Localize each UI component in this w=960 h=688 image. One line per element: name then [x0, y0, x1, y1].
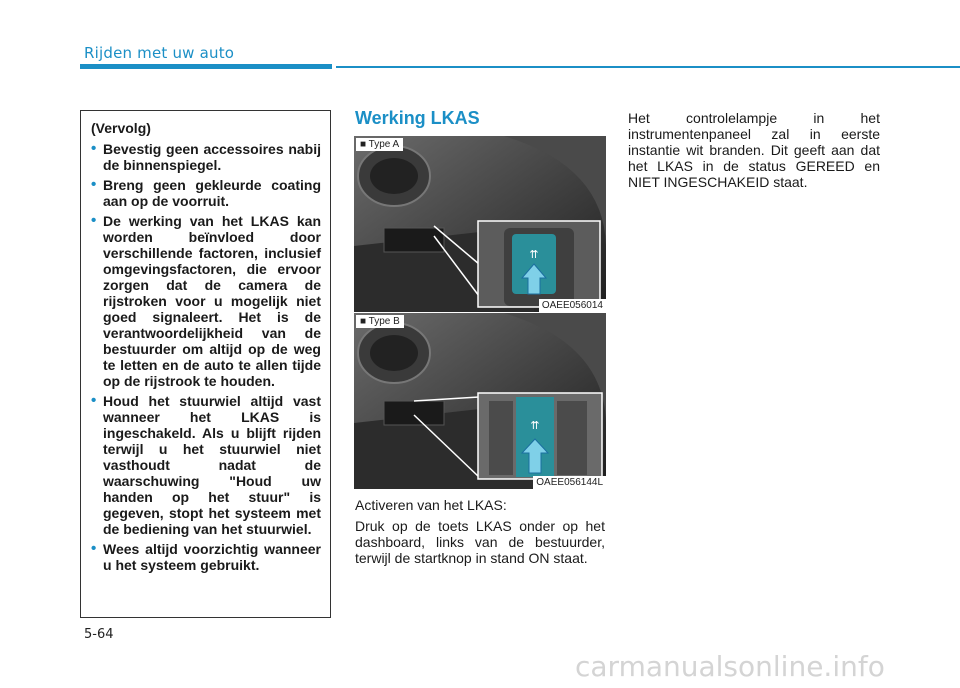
figure-label: ■ Type B — [356, 315, 404, 328]
caution-bullet: • Breng geen gekleurde coating aan op de voorruit. — [91, 176, 321, 209]
dashboard-illustration — [354, 136, 606, 312]
header-bar — [80, 64, 332, 69]
bullet-dot-icon: • — [91, 140, 97, 157]
continued-label: (Vervolg) — [91, 120, 151, 136]
caution-bullet: • De werking van het LKAS kan worden beïnvloed door verschillende factoren, inclusief omgevingsfactoren, die ervoor zorgen dat de camera de rijstroken voor u mogelijk niet goed signaleert. Het is de verantwoordelijkheid van de bestuurder om altijd op de weg te letten en de auto te allen tijde op de rijstrook te houden. — [91, 212, 321, 389]
bullet-dot-icon: • — [91, 176, 97, 193]
figure-label: ■ Type A — [356, 138, 403, 151]
activate-heading: Activeren van het LKAS: — [355, 497, 507, 513]
svg-text:⇈: ⇈ — [530, 419, 540, 432]
caution-bullet: • Bevestig geen accessoires nabij de binnenspiegel. — [91, 140, 321, 173]
caution-bullet: • Wees altijd voorzichtig wanneer u het systeem gebruikt. — [91, 540, 321, 573]
bullet-dot-icon: • — [91, 392, 97, 409]
bullet-dot-icon: • — [91, 540, 97, 557]
svg-text:⇈: ⇈ — [529, 248, 539, 261]
bullet-dot-icon: • — [91, 212, 97, 229]
header-rule — [336, 66, 960, 68]
figure-type-b — [354, 313, 606, 489]
indicator-text: Het controlelampje in het instrumentenpaneel zal in eerste instantie wit branden. Dit geeft aan dat het LKAS in de status GEREED en NIET INGESCHAKEID staat. — [628, 110, 880, 190]
figure-code: OAEE056144L — [533, 476, 606, 489]
figure-code: OAEE056014 — [539, 299, 606, 312]
dashboard-illustration — [354, 313, 606, 489]
watermark: carmanualsonline.info — [575, 650, 885, 683]
figure-type-a — [354, 136, 606, 312]
caution-box — [80, 110, 331, 618]
page-number: 5-64 — [84, 627, 114, 642]
activate-text: Druk op de toets LKAS onder op het dashboard, links van de bestuurder, terwijl de startknop in stand ON staat. — [355, 518, 605, 566]
caution-bullet: • Houd het stuurwiel altijd vast wanneer het LKAS is ingeschakeld. Als u blijft rijden terwijl u het stuurwiel niet vasthoudt nadat de waarschuwing "Houd uw handen op het stuur" is gegeven, stopt het systeem met de bediening van het stuurwiel. — [91, 392, 321, 537]
section-header: Rijden met uw auto — [84, 44, 235, 62]
section-title: Werking LKAS — [355, 108, 480, 128]
